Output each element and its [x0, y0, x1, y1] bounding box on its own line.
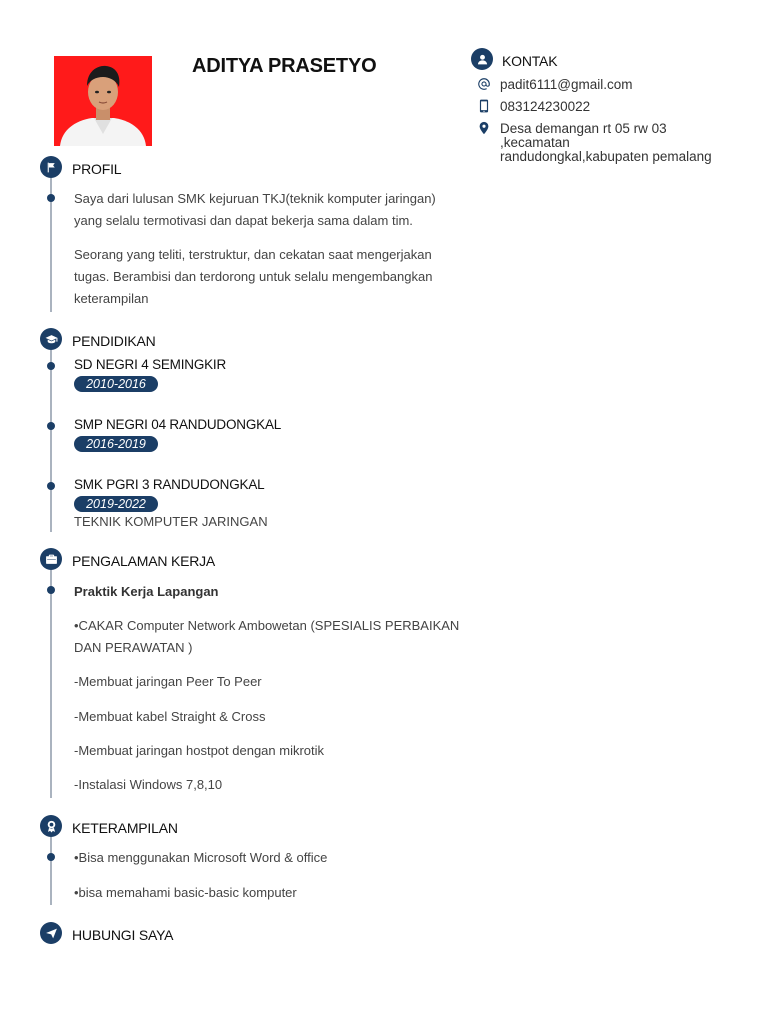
education-years-2: 2016-2019: [74, 436, 158, 452]
skill-item-1: •Bisa menggunakan Microsoft Word & office: [74, 850, 328, 865]
profile-paragraph-1-line-2: yang selalu termotivasi dan dapat bekerja sama dalam tim.: [74, 213, 413, 228]
experience-timeline: [50, 570, 52, 798]
education-school-1: SD NEGRI 4 SEMINGKIR: [74, 357, 227, 372]
timeline-dot: [47, 194, 55, 202]
person-icon: [471, 48, 493, 70]
address-line-3: randudongkal,kabupaten pemalang: [500, 149, 712, 164]
contact-title: KONTAK: [502, 53, 558, 69]
education-years-1: 2010-2016: [74, 376, 158, 392]
timeline-dot: [47, 422, 55, 430]
experience-task-1: -Membuat jaringan Peer To Peer: [74, 674, 262, 689]
education-timeline: [50, 350, 52, 532]
timeline-dot: [47, 482, 55, 490]
profile-paragraph-2-line-1: Seorang yang teliti, terstruktur, dan cekatan saat mengerjakan: [74, 247, 432, 262]
address-line-1: Desa demangan rt 05 rw 03: [500, 121, 667, 136]
experience-task-3: -Membuat jaringan hostpot dengan mikrotik: [74, 743, 325, 758]
timeline-dot: [47, 362, 55, 370]
experience-title: PENGALAMAN KERJA: [72, 553, 216, 569]
profile-photo: [54, 56, 152, 146]
education-school-2: SMP NEGRI 04 RANDUDONGKAL: [74, 417, 282, 432]
profile-paragraph-2-line-3: keterampilan: [74, 291, 149, 306]
graduation-cap-icon: [40, 328, 62, 350]
education-major-3: TEKNIK KOMPUTER JARINGAN: [74, 514, 268, 529]
education-years-3: 2019-2022: [74, 496, 158, 512]
experience-company-line-1: •CAKAR Computer Network Ambowetan (SPESIALIS PERBAIKAN: [74, 618, 460, 633]
full-name: ADITYA PRASETYO: [192, 55, 377, 77]
experience-task-2: -Membuat kabel Straight & Cross: [74, 709, 266, 724]
location-pin-icon: [477, 121, 491, 140]
email-text[interactable]: padit6111@gmail.com: [500, 77, 633, 92]
timeline-dot: [47, 853, 55, 861]
profile-title: PROFIL: [72, 161, 122, 177]
profile-paragraph-2-line-2: tugas. Berambisi dan terdorong untuk selalu mengembangkan: [74, 269, 433, 284]
experience-role: Praktik Kerja Lapangan: [74, 584, 219, 599]
experience-task-4: -Instalasi Windows 7,8,10: [74, 777, 223, 792]
flag-icon: [40, 156, 62, 178]
phone-icon: [477, 99, 491, 118]
experience-company-line-2: DAN PERAWATAN ): [74, 640, 193, 655]
skills-timeline: [50, 837, 52, 905]
education-school-3: SMK PGRI 3 RANDUDONGKAL: [74, 477, 265, 492]
award-ribbon-icon: [40, 815, 62, 837]
address-line-2: ,kecamatan: [500, 135, 570, 150]
paper-plane-icon: [40, 922, 62, 944]
contact-me-title: HUBUNGI SAYA: [72, 927, 174, 943]
profile-paragraph-1-line-1: Saya dari lulusan SMK kejuruan TKJ(teknik komputer jaringan): [74, 191, 436, 206]
skills-title: KETERAMPILAN: [72, 820, 178, 836]
phone-text[interactable]: 083124230022: [500, 99, 591, 114]
person-photo: [54, 56, 152, 146]
timeline-dot: [47, 586, 55, 594]
at-icon: [477, 77, 491, 96]
briefcase-icon: [40, 548, 62, 570]
skill-item-2: •bisa memahami basic-basic komputer: [74, 885, 297, 900]
education-title: PENDIDIKAN: [72, 333, 156, 349]
